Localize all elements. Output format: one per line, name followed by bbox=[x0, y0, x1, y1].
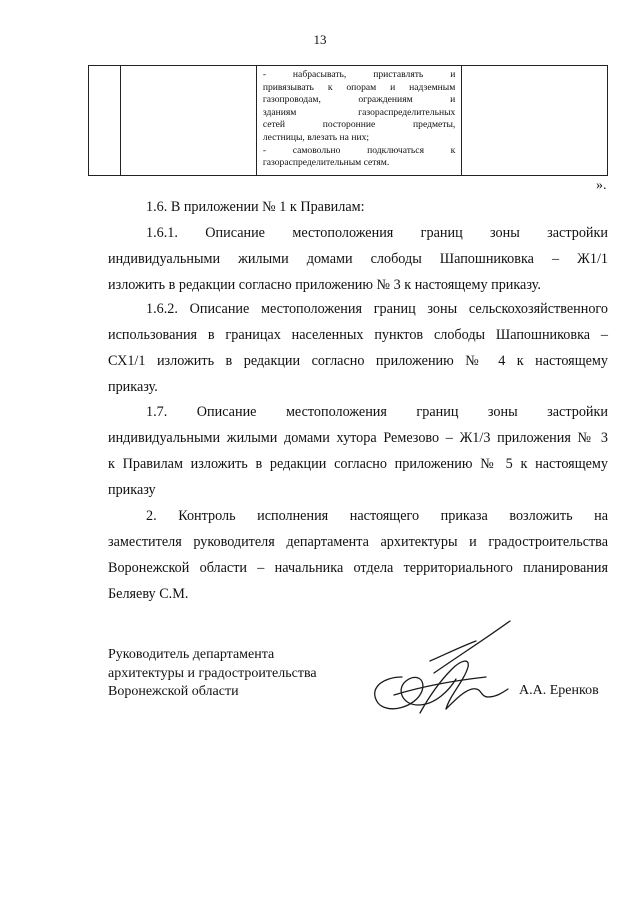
table-cell-line: - набрасывать, приставлять и bbox=[262, 69, 456, 80]
paragraph-line: приказу. bbox=[108, 379, 158, 395]
table-cell-empty bbox=[120, 66, 256, 176]
paragraph-line: к Правилам изложить в редакции согласно приложению № 5 к настоящему bbox=[108, 456, 608, 472]
paragraph-line: заместителя руководителя департамента архитектуры и градостроительства bbox=[108, 534, 608, 550]
signer-name: А.А. Еренков bbox=[519, 683, 599, 698]
table-cell-line: сетей посторонние предметы, bbox=[262, 119, 456, 131]
table-cell-line: газопроводам, ограждениям и bbox=[262, 94, 456, 106]
paragraph-line: 2. Контроль исполнения настоящего приказа возложить на bbox=[146, 508, 608, 524]
paragraph-line: использования в границах населенных пунктов слободы Шапошниковка – bbox=[108, 327, 608, 343]
table-cell-empty bbox=[462, 66, 608, 176]
paragraph-line: 1.7. Описание местоположения границ зоны застройки bbox=[146, 404, 608, 420]
paragraph-line: Воронежской области – начальника отдела территориального планирования bbox=[108, 560, 608, 576]
paragraph-line: индивидуальными жилыми домами слободы Шапошниковка – Ж1/1 bbox=[108, 251, 608, 267]
paragraph-line: 1.6. В приложении № 1 к Правилам: bbox=[146, 199, 365, 215]
signatory-title-line: архитектуры и градостроительства bbox=[108, 665, 317, 681]
paragraph-line: изложить в редакции согласно приложению № 3 к настоящему приказу. bbox=[108, 277, 541, 293]
table-cell-line: - самовольно подключаться к bbox=[262, 144, 456, 156]
paragraph-1-6-2 bbox=[108, 296, 608, 400]
table-cell-line: газораспределительным сетям. bbox=[262, 157, 390, 169]
paragraph-line: 1.6.1. Описание местоположения границ зоны застройки bbox=[146, 225, 608, 241]
table-cell-empty bbox=[89, 66, 121, 176]
paragraph-line: приказу bbox=[108, 482, 156, 498]
table-cell-line: лестницы, влезать на них; bbox=[262, 131, 370, 143]
table-cell-prohibitions bbox=[256, 66, 462, 176]
table-cell-line: привязывать к опорам и надземным bbox=[262, 81, 456, 93]
signatory-title bbox=[108, 646, 317, 702]
signatory-title-line: Воронежской области bbox=[108, 684, 239, 699]
paragraph-line: СХ1/1 изложить в редакции согласно приложению № 4 к настоящему bbox=[108, 353, 608, 369]
table-row bbox=[89, 66, 608, 176]
signatory-title-line: Руководитель департамента bbox=[108, 647, 275, 662]
paragraph-line: индивидуальными жилыми домами хутора Ремезово – Ж1/3 приложения № 3 bbox=[108, 430, 608, 446]
rules-table-fragment bbox=[88, 65, 608, 176]
closing-quote: ». bbox=[596, 178, 607, 193]
paragraph-1-6-1 bbox=[108, 220, 608, 298]
paragraph-2 bbox=[108, 503, 608, 607]
paragraph-1-6 bbox=[108, 194, 608, 220]
paragraph-line: 1.6.2. Описание местоположения границ зоны сельскохозяйственного bbox=[146, 301, 608, 317]
table-cell-line: зданиям газораспределительных bbox=[262, 106, 456, 118]
paragraph-1-7 bbox=[108, 399, 608, 503]
paragraph-line: Беляеву С.М. bbox=[108, 586, 189, 602]
page-number: 13 bbox=[313, 32, 327, 47]
handwritten-signature bbox=[360, 615, 520, 720]
